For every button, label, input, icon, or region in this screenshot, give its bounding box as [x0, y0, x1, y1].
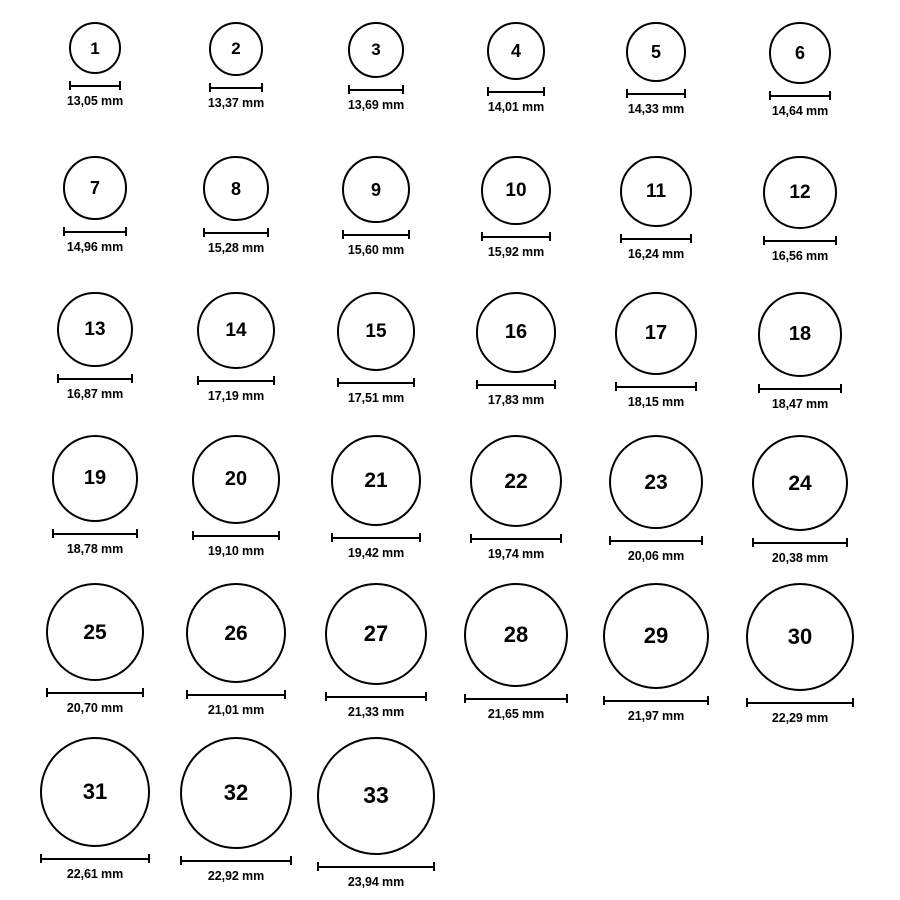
measure-line — [481, 236, 550, 238]
ring-size-cell — [446, 22, 586, 114]
ring-size-number: 5 — [650, 41, 661, 62]
measure-line — [769, 95, 831, 97]
measure-line — [476, 384, 557, 386]
diameter-label: 14,01 mm — [487, 99, 545, 114]
ring-circle — [609, 435, 703, 529]
diameter-measure-bar — [52, 529, 139, 538]
measure-line — [331, 537, 422, 539]
ring-circle — [615, 292, 698, 375]
diameter-label: 19,10 mm — [207, 543, 265, 558]
measure-end-cap-right — [136, 529, 138, 538]
diameter-label: 18,15 mm — [627, 394, 685, 409]
diameter-label: 22,29 mm — [771, 710, 829, 725]
ring-size-cell — [306, 435, 446, 560]
measure-line — [620, 238, 691, 240]
ring-circle — [470, 435, 562, 527]
diameter-measure-bar — [603, 696, 709, 705]
diameter-label: 21,65 mm — [487, 707, 545, 722]
ring-size-cell — [25, 583, 165, 715]
diameter-label: 16,24 mm — [627, 247, 685, 262]
measure-end-cap-left — [192, 531, 194, 540]
diameter-measure-bar — [464, 694, 568, 703]
measure-line — [615, 386, 698, 388]
ring-size-cell — [25, 435, 165, 556]
ring-circle — [57, 292, 132, 367]
ring-size-cell — [730, 435, 870, 565]
ring-circle — [52, 435, 139, 522]
ring-circle — [69, 22, 121, 74]
diameter-label: 17,51 mm — [347, 390, 405, 405]
ring-size-number: 21 — [364, 468, 388, 492]
measure-end-cap-left — [626, 89, 628, 98]
ring-size-number: 13 — [84, 319, 106, 341]
measure-end-cap-left — [63, 227, 65, 236]
ring-size-number: 10 — [505, 180, 527, 202]
ring-circle — [763, 156, 836, 229]
ring-circle — [325, 583, 427, 685]
measure-end-cap-right — [684, 89, 686, 98]
measure-line — [192, 535, 281, 537]
measure-end-cap-left — [470, 534, 472, 543]
ring-size-cell — [166, 292, 306, 403]
measure-line — [317, 866, 435, 868]
measure-end-cap-right — [408, 230, 410, 239]
ring-size-number: 20 — [224, 468, 248, 491]
diameter-measure-bar — [63, 227, 127, 236]
measure-end-cap-right — [695, 382, 697, 391]
measure-line — [325, 696, 427, 698]
measure-line — [186, 694, 286, 696]
measure-end-cap-right — [701, 536, 703, 545]
diameter-measure-bar — [57, 374, 132, 383]
diameter-label: 23,94 mm — [347, 874, 405, 889]
measure-end-cap-left — [57, 374, 59, 383]
ring-size-cell — [586, 583, 726, 723]
ring-size-number: 12 — [789, 182, 811, 204]
measure-end-cap-right — [543, 87, 545, 96]
ring-size-cell — [306, 737, 446, 889]
measure-line — [464, 698, 568, 700]
diameter-label: 15,28 mm — [207, 241, 265, 256]
diameter-label: 15,92 mm — [487, 245, 545, 260]
diameter-measure-bar — [470, 534, 562, 543]
measure-end-cap-right — [125, 227, 127, 236]
ring-size-number: 1 — [90, 38, 100, 58]
diameter-label: 16,56 mm — [771, 249, 829, 264]
measure-line — [752, 542, 848, 544]
diameter-label: 14,64 mm — [771, 103, 829, 118]
ring-size-number: 2 — [231, 39, 241, 59]
ring-size-cell — [306, 292, 446, 405]
measure-end-cap-right — [846, 538, 848, 547]
diameter-measure-bar — [197, 376, 274, 385]
ring-circle — [180, 737, 292, 849]
ring-size-cell — [166, 435, 306, 558]
diameter-measure-bar — [620, 234, 691, 243]
measure-end-cap-left — [746, 698, 748, 707]
diameter-label: 22,61 mm — [66, 866, 124, 881]
ring-circle — [348, 22, 404, 78]
measure-end-cap-right — [425, 692, 427, 701]
ring-circle — [769, 22, 831, 84]
measure-line — [209, 87, 263, 89]
diameter-label: 22,92 mm — [207, 868, 265, 883]
diameter-measure-bar — [317, 862, 435, 871]
measure-end-cap-right — [413, 378, 415, 387]
diameter-measure-bar — [337, 378, 416, 387]
ring-circle — [203, 156, 268, 221]
measure-end-cap-right — [835, 236, 837, 245]
ring-size-number: 18 — [788, 323, 812, 346]
measure-end-cap-right — [273, 376, 275, 385]
ring-size-number: 3 — [371, 40, 381, 60]
diameter-measure-bar — [331, 533, 422, 542]
diameter-label: 13,69 mm — [347, 97, 405, 112]
diameter-measure-bar — [769, 91, 831, 100]
measure-end-cap-right — [142, 688, 144, 697]
ring-size-number: 28 — [503, 622, 529, 647]
ring-size-cell — [586, 435, 726, 563]
ring-size-number: 15 — [365, 320, 387, 342]
measure-end-cap-left — [69, 81, 71, 90]
diameter-label: 21,33 mm — [347, 705, 405, 720]
diameter-label: 14,96 mm — [66, 239, 124, 254]
diameter-measure-bar — [615, 382, 698, 391]
diameter-label: 15,60 mm — [347, 243, 405, 258]
measure-line — [758, 388, 843, 390]
diameter-measure-bar — [752, 538, 848, 547]
ring-size-cell — [306, 583, 446, 719]
measure-end-cap-left — [752, 538, 754, 547]
ring-size-cell — [25, 156, 165, 254]
ring-size-number: 23 — [644, 470, 668, 494]
ring-circle — [40, 737, 150, 847]
ring-size-cell — [730, 22, 870, 118]
diameter-label: 19,42 mm — [347, 545, 405, 560]
measure-end-cap-left — [348, 85, 350, 94]
ring-circle — [620, 156, 691, 227]
measure-end-cap-left — [337, 378, 339, 387]
measure-line — [763, 240, 836, 242]
measure-line — [197, 380, 274, 382]
diameter-measure-bar — [186, 690, 286, 699]
diameter-measure-bar — [342, 230, 409, 239]
ring-size-cell — [446, 156, 586, 259]
ring-size-number: 9 — [370, 179, 381, 200]
diameter-label: 19,74 mm — [487, 547, 545, 562]
measure-end-cap-left — [342, 230, 344, 239]
measure-end-cap-left — [476, 380, 478, 389]
ring-size-number: 32 — [223, 779, 249, 805]
diameter-measure-bar — [40, 854, 150, 863]
diameter-measure-bar — [209, 83, 263, 92]
ring-circle — [186, 583, 286, 683]
ring-size-cell — [446, 292, 586, 407]
diameter-label: 17,83 mm — [487, 392, 545, 407]
measure-end-cap-left — [615, 382, 617, 391]
ring-size-number: 26 — [224, 621, 248, 645]
measure-end-cap-right — [554, 380, 556, 389]
measure-end-cap-right — [284, 690, 286, 699]
measure-end-cap-left — [46, 688, 48, 697]
ring-size-cell — [730, 156, 870, 263]
measure-end-cap-right — [840, 384, 842, 393]
measure-end-cap-left — [763, 236, 765, 245]
ring-circle — [626, 22, 686, 82]
ring-size-cell — [730, 292, 870, 411]
measure-line — [46, 692, 144, 694]
diameter-measure-bar — [348, 85, 404, 94]
measure-line — [203, 232, 268, 234]
diameter-measure-bar — [481, 232, 550, 241]
measure-end-cap-left — [481, 232, 483, 241]
diameter-label: 21,01 mm — [207, 703, 265, 718]
ring-size-cell — [306, 22, 446, 112]
ring-circle — [752, 435, 848, 531]
diameter-measure-bar — [46, 688, 144, 697]
diameter-label: 14,33 mm — [627, 101, 685, 116]
ring-size-cell — [166, 737, 306, 883]
measure-end-cap-right — [261, 83, 263, 92]
ring-circle — [317, 737, 435, 855]
measure-line — [40, 858, 150, 860]
measure-end-cap-right — [549, 232, 551, 241]
measure-end-cap-right — [560, 534, 562, 543]
measure-end-cap-left — [331, 533, 333, 542]
ring-size-number: 19 — [83, 467, 107, 490]
measure-end-cap-left — [609, 536, 611, 545]
measure-end-cap-right — [433, 862, 435, 871]
diameter-measure-bar — [763, 236, 836, 245]
measure-line — [69, 85, 121, 87]
ring-circle — [476, 292, 557, 373]
diameter-label: 20,06 mm — [627, 549, 685, 564]
ring-circle — [46, 583, 144, 681]
ring-circle — [342, 156, 409, 223]
diameter-measure-bar — [746, 698, 854, 707]
ring-size-cell — [25, 22, 165, 108]
diameter-measure-bar — [180, 856, 292, 865]
diameter-label: 16,87 mm — [66, 387, 124, 402]
ring-circle — [464, 583, 568, 687]
ring-size-number: 31 — [82, 778, 108, 804]
ring-size-cell — [446, 435, 586, 561]
diameter-measure-bar — [325, 692, 427, 701]
ring-circle — [197, 292, 274, 369]
diameter-measure-bar — [609, 536, 703, 545]
ring-circle — [758, 292, 843, 377]
diameter-label: 21,97 mm — [627, 708, 685, 723]
measure-end-cap-left — [325, 692, 327, 701]
measure-end-cap-left — [487, 87, 489, 96]
diameter-measure-bar — [487, 87, 545, 96]
diameter-label: 17,19 mm — [207, 389, 265, 404]
diameter-measure-bar — [69, 81, 121, 90]
ring-size-cell — [166, 156, 306, 255]
diameter-measure-bar — [476, 380, 557, 389]
measure-end-cap-right — [566, 694, 568, 703]
measure-line — [626, 93, 686, 95]
ring-size-number: 29 — [643, 622, 669, 648]
measure-end-cap-right — [419, 533, 421, 542]
diameter-label: 18,47 mm — [771, 396, 829, 411]
measure-end-cap-right — [278, 531, 280, 540]
ring-size-number: 8 — [230, 178, 241, 199]
diameter-label: 20,70 mm — [66, 701, 124, 716]
diameter-label: 20,38 mm — [771, 551, 829, 566]
ring-size-cell — [166, 583, 306, 717]
ring-size-number: 22 — [504, 469, 528, 493]
measure-line — [603, 700, 709, 702]
measure-end-cap-left — [186, 690, 188, 699]
measure-end-cap-left — [758, 384, 760, 393]
ring-size-cell — [25, 292, 165, 401]
measure-end-cap-right — [852, 698, 854, 707]
measure-end-cap-right — [131, 374, 133, 383]
ring-circle — [603, 583, 709, 689]
diameter-measure-bar — [626, 89, 686, 98]
ring-circle — [192, 435, 281, 524]
measure-line — [470, 538, 562, 540]
measure-line — [337, 382, 416, 384]
measure-end-cap-right — [148, 854, 150, 863]
ring-size-number: 27 — [363, 621, 389, 647]
diameter-label: 13,05 mm — [66, 94, 124, 108]
ring-size-number: 24 — [788, 471, 812, 495]
measure-end-cap-left — [620, 234, 622, 243]
ring-size-number: 6 — [794, 42, 805, 63]
ring-circle — [481, 156, 550, 225]
measure-line — [52, 533, 139, 535]
ring-circle — [209, 22, 263, 76]
ring-size-cell — [25, 737, 165, 881]
measure-line — [180, 860, 292, 862]
ring-size-cell — [586, 292, 726, 409]
measure-end-cap-right — [290, 856, 292, 865]
measure-end-cap-left — [317, 862, 319, 871]
ring-size-number: 16 — [504, 321, 528, 344]
ring-size-number: 33 — [363, 782, 389, 809]
measure-end-cap-right — [707, 696, 709, 705]
ring-size-number: 14 — [225, 320, 247, 342]
ring-size-number: 17 — [644, 322, 668, 345]
diameter-label: 18,78 mm — [66, 541, 124, 556]
measure-end-cap-left — [40, 854, 42, 863]
ring-circle — [746, 583, 854, 691]
measure-end-cap-left — [603, 696, 605, 705]
measure-end-cap-right — [119, 81, 121, 90]
measure-line — [348, 89, 404, 91]
measure-end-cap-left — [209, 83, 211, 92]
ring-circle — [487, 22, 545, 80]
ring-size-cell — [730, 583, 870, 725]
measure-line — [57, 378, 132, 380]
diameter-label: 13,37 mm — [207, 95, 265, 110]
ring-size-cell — [306, 156, 446, 257]
diameter-measure-bar — [203, 228, 268, 237]
measure-line — [342, 234, 409, 236]
diameter-measure-bar — [758, 384, 843, 393]
ring-size-cell — [586, 22, 726, 116]
measure-end-cap-left — [197, 376, 199, 385]
ring-size-number: 11 — [645, 181, 667, 203]
ring-size-cell — [446, 583, 586, 721]
ring-circle — [337, 292, 416, 371]
measure-line — [63, 231, 127, 233]
measure-end-cap-left — [52, 529, 54, 538]
diameter-measure-bar — [192, 531, 281, 540]
measure-end-cap-right — [402, 85, 404, 94]
ring-size-number: 4 — [510, 40, 521, 61]
measure-end-cap-left — [203, 228, 205, 237]
measure-end-cap-left — [180, 856, 182, 865]
measure-line — [487, 91, 545, 93]
ring-circle — [63, 156, 127, 220]
measure-line — [746, 702, 854, 704]
ring-size-number: 25 — [83, 620, 107, 644]
measure-end-cap-left — [769, 91, 771, 100]
ring-circle — [331, 435, 422, 526]
measure-end-cap-left — [464, 694, 466, 703]
ring-size-number: 30 — [787, 623, 813, 649]
measure-end-cap-right — [690, 234, 692, 243]
measure-end-cap-right — [829, 91, 831, 100]
ring-size-cell — [586, 156, 726, 261]
measure-end-cap-right — [267, 228, 269, 237]
measure-line — [609, 540, 703, 542]
ring-size-cell — [166, 22, 306, 110]
ring-size-number: 7 — [89, 177, 100, 198]
